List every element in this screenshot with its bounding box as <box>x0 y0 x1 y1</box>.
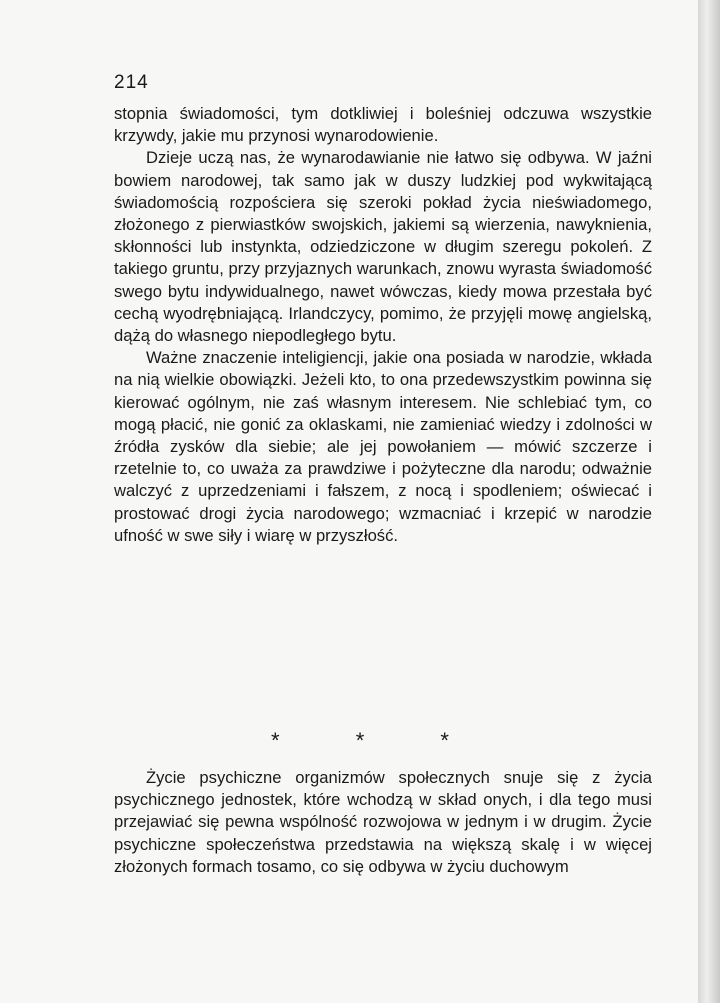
section-separator: * * * <box>271 728 449 753</box>
paragraph: Dzieje uczą nas, że wynarodawianie nie łatwo się odbywa. W jaźni bowiem narodowej, tak samo jak w duszy ludzkiej pod wykwitającą świadomością rozpościera się szeroki pokład życia nieświadomego, złożonego z pierwiastków swojskich, jakiemi są wierzenia, nawyknienia, skłonności lub instynkta, odziedziczone w długim szeregu pokoleń. Z takiego gruntu, przy przyjaznych warunkach, znowu wyrasta świadomość swego bytu indywidualnego, nawet wówczas, kiedy mowa przestała być cechą wyodrębniającą. Irlandczycy, pomimo, że przyjęli mowę angielską, dążą do własnego niepodległego bytu. <box>114 148 652 346</box>
paragraph: Ważne znaczenie inteligiencji, jakie ona posiada w narodzie, wkłada na nią wielkie obowiązki. Jeżeli kto, to ona przedewszystkim powinna się kierować ogólnym, nie zaś własnym interesem. Nie schlebiać tym, co mogą płacić, nie gonić za oklaskami, nie zamieniać wiedzy i zdolności w źródła zysków dla siebie; ale jej powołaniem — mówić szczerze i rzetelnie to, co uważa za prawdziwe i pożyteczne dla narodu; odważnie walczyć z uprzedzeniami i fałszem, z nocą i spodleniem; oświecać i prostować drogi życia narodowego; wzmacniać i krzepić w narodzie ufność w swe siły i wiarę w przyszłość. <box>114 348 652 545</box>
page-edge <box>698 0 720 1003</box>
page-number: 214 <box>114 72 149 93</box>
body-text <box>114 103 652 547</box>
paragraph: stopnia świadomości, tym dotkliwiej i boleśniej odczuwa wszystkie krzywdy, jakie mu przynosi wynarodowienie. <box>114 104 652 146</box>
body-text-continued <box>114 767 652 878</box>
paragraph: Życie psychiczne organizmów społecznych snuje się z życia psychicznego jednostek, które wchodzą w skład onych, i dla tego musi przejawiać się pewna wspólność rozwojowa w jednym i w drugim. Życie psychiczne społeczeństwa przedstawia na większą skalę i w więcej złożonych formach tosamo, co się odbywa w życiu duchowym <box>114 768 652 876</box>
